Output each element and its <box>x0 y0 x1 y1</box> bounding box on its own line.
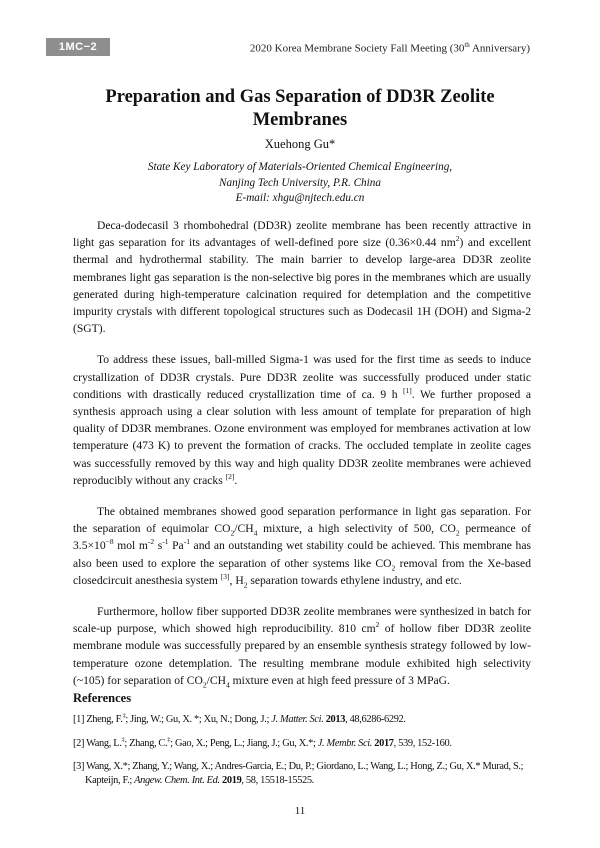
reference-item: [1] Zheng, F.‡; Jing, W.; Gu, X. *; Xu, N.; Dong, J.; J. Matter. Sci. 2013, 48,6286-6292. <box>73 712 406 725</box>
citation: [3] <box>220 572 230 581</box>
reference-item: [3] Wang, X.*; Zhang, Y.; Wang, X.; Andres-Garcia, E.; Du, P.; Giordano, L.; Wang, L.; Hong, Z.; Gu, X.* Murad, S.; Kapteijn, F.; Angew. Chem. Int. Ed. 2019, 58, 15518-15525. <box>73 761 524 786</box>
affiliation: State Key Laboratory of Materials-Oriented Chemical Engineering, Nanjing Tech University, P.R. China E-mail: xhgu@njtech.edu.cn <box>0 160 600 207</box>
paragraph-4: Furthermore, hollow fiber supported DD3R zeolite membranes were synthesized in batch for scale-up purpose, which showed high reproducibility. 810 $cm^2$ of hollow fiber DD3R zeolite membrane module was successfully prepared by an ensemble synthesis strategy followed by low-temperature ozone detemplation. The resulting membrane module exhibited high selectivity (~105) for separation of $CO_2/CH_4$ mixture even at high feed pressure of 3 MPaG. <box>73 605 531 690</box>
conference-header: 2020 Korea Membrane Society Fall Meeting (30th Anniversary) <box>249 41 530 55</box>
references-list <box>73 713 533 797</box>
session-badge: 1MC−2 <box>46 38 110 56</box>
paragraph-1: Deca-dodecasil 3 rhombohedral (DD3R) zeolite membrane has been recently attractive in light gas separation for its advantages of well-defined pore size (0.36×0.44 $nm^2$) and excellent thermal and hydrothermal stability. The main barrier to develop large-area DD3R zeolite membranes light gas separation is the non-selective big pores in the membranes which are usually generated during high-temperature calcination required for detemplation and the competitive impurity crystals with different topological structures such as Dodecasil 1H (DOH) and Sigma-2 (SGT). <box>73 219 531 336</box>
page-number: 11 <box>294 805 306 817</box>
reference-item: [2] Wang, L.‡; Zhang, C.‡; Gao, X.; Peng, L.; Jiang, J.; Gu, X.*; J. Membr. Sci. 2017, 539, 152-160. <box>73 736 452 749</box>
abstract-body <box>73 217 531 703</box>
paragraph-3: The obtained membranes showed good separation performance in light gas separation. For the separation of equimolar $CO_2/CH_4$ mixture, a high selectivity of 500, $CO_2$ permeance of $3.5\times 10^{-8}$ mol $m^{-2}$ $s^{-1}$ $Pa^{-1}$ and an outstanding wet stability could be achieved. This membrane has also been used to explore the separation of other systems like $CO_2$ removal from the Xe-based closedcircuit anesthesia system [3], $H_2$ separation towards ethylene industry, and etc. <box>73 505 532 590</box>
paragraph-2: To address these issues, ball-milled Sigma-1 was used for the first time as seeds to induce crystallization of DD3R crystals. Pure DD3R zeolite was successfully produced under static conditions with drastically reduced crystallization time of ca. 9 h [1]. We further proposed a synthesis approach using a clear solution with less amount of template for preparation of high quality of DD3R membranes. Ozone environment was employed for membranes activation at low temperature (473 K) to prevent the formation of cracks. The occluded template in zeolite cages was successfully removed by this way and high quality DD3R zeolite membranes were achieved reproducibly without any cracks [2]. <box>73 353 531 487</box>
references-heading: References <box>73 691 132 705</box>
citation: [2] <box>225 471 235 481</box>
author-name: Xuehong Gu* <box>264 137 336 151</box>
paper-title: Preparation and Gas Separation of DD3R Zeolite Membranes <box>105 87 495 130</box>
citation: [1] <box>403 385 412 395</box>
email: E-mail: xhgu@njtech.edu.cn <box>235 192 365 204</box>
